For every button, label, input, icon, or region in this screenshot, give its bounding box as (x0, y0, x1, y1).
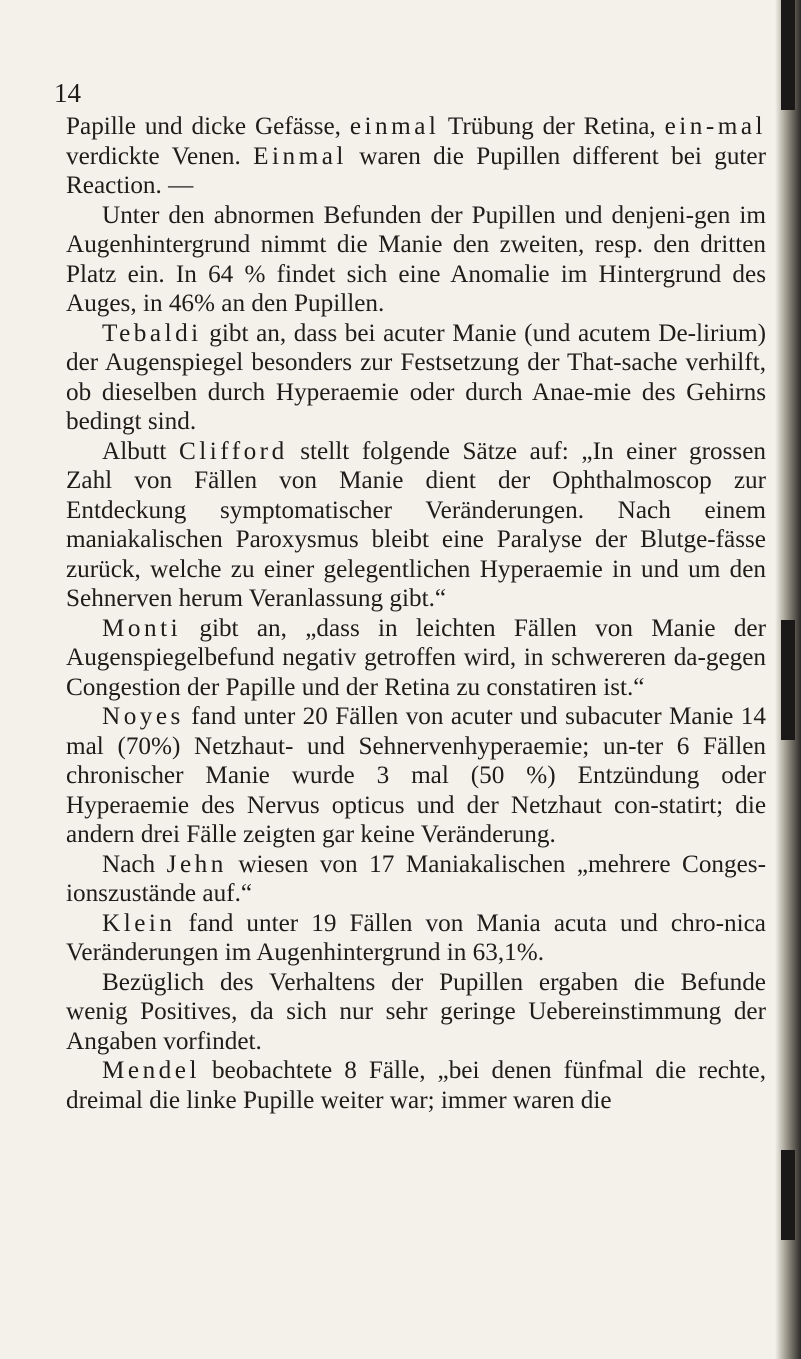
paragraph (66, 702, 766, 850)
spaced-emphasis: Noyes (102, 703, 184, 730)
paragraph (66, 201, 766, 319)
paragraph (66, 614, 766, 703)
paragraph (66, 909, 766, 968)
text-segment: Nach (102, 850, 167, 878)
spaced-emphasis: Mendel (102, 1057, 200, 1084)
spaced-emphasis: Einmal (253, 142, 347, 170)
paragraph (66, 319, 766, 437)
text-segment: fand unter 19 Fällen von Mania acuta und chro-nica Veränderungen im Augenhintergrund in 63,1%. (66, 909, 766, 966)
spaced-emphasis: Clifford (178, 437, 288, 465)
spaced-emphasis: Tebaldi (102, 319, 202, 347)
text-segment: Bezüglich des Verhaltens der Pupillen ergaben die Befunde wenig Positives, da sich nur sehr geringe Uebereinstimmung der Angaben vorfindet. (66, 968, 766, 1055)
text-segment: wiesen von 17 Maniakalischen „mehrere Conges-ionszustände auf.“ (66, 850, 766, 907)
text-segment: Papille und dicke Gefässe, (66, 113, 350, 140)
text-segment: stellt folgende Sätze auf: „In einer grossen Zahl von Fällen von Manie dient der Ophthalmoscop zur Entdeckung symptomatischer Veränderungen. Nach einem maniakalischen Paroxysmus bleibt eine Paralyse der Blutge-fässe zurück, welche zu einer gelegentlichen Hyperaemie in und um den Sehnerven herum Veranlassung gibt.“ (66, 437, 767, 612)
paragraph (66, 112, 766, 201)
text-segment: gibt an, „dass in leichten Fällen von Manie der Augenspiegelbefund negativ getroffen wird, in schwereren da-gegen Congestion der Papille und der Retina zu constatiren ist.“ (66, 614, 766, 701)
text-segment: Unter den abnormen Befunden der Pupillen und denjeni-gen im Augenhintergrund nimmt die Manie den zweiten, resp. den dritten Platz ein. In 64 % findet sich eine Anomalie im Hintergrund des Auges, in 46% an den Pupillen. (66, 201, 766, 317)
spaced-emphasis: Klein (102, 909, 176, 937)
page-edge-mark (781, 620, 795, 740)
paragraph (66, 437, 766, 614)
page-number: 14 (54, 78, 81, 108)
text-segment: gibt an, dass bei acuter Manie (und acutem De-lirium) der Augenspiegel besonders zur Festsetzung der That-sache verhilft, ob dieselben durch Hyperaemie oder durch Anae-mie des Gehirns bedingt sind. (66, 319, 766, 435)
body-text (66, 112, 766, 1115)
spaced-emphasis: Jehn (166, 850, 227, 878)
text-segment: waren die Pupillen different bei guter Reaction. — (66, 142, 766, 199)
paragraph (66, 850, 766, 909)
text-segment: Trübung der Retina, (439, 113, 665, 140)
paragraph (66, 968, 766, 1057)
spaced-emphasis: einmal (349, 113, 440, 140)
page-edge-mark (781, 1150, 795, 1240)
text-segment: beobachtete 8 Fälle, „bei denen fünfmal die rechte, dreimal die linke Pupille weiter war; immer waren die (66, 1057, 766, 1114)
text-segment: verdickte Venen. (66, 142, 254, 170)
spaced-emphasis: Monti (102, 614, 182, 642)
paragraph (66, 1056, 766, 1115)
text-segment: Albutt (102, 437, 179, 465)
spaced-emphasis: ein-mal (664, 113, 767, 140)
page-edge-mark (781, 0, 795, 110)
text-segment: fand unter 20 Fällen von acuter und subacuter Manie 14 mal (70%) Netzhaut- und Sehnervenhyperaemie; un-ter 6 Fällen chronischer Manie wurde 3 mal (50 %) Entzündung oder Hyperaemie des Nervus opticus und der Netzhaut con-statirt; die andern drei Fälle zeigten gar keine Veränderung. (66, 703, 766, 848)
